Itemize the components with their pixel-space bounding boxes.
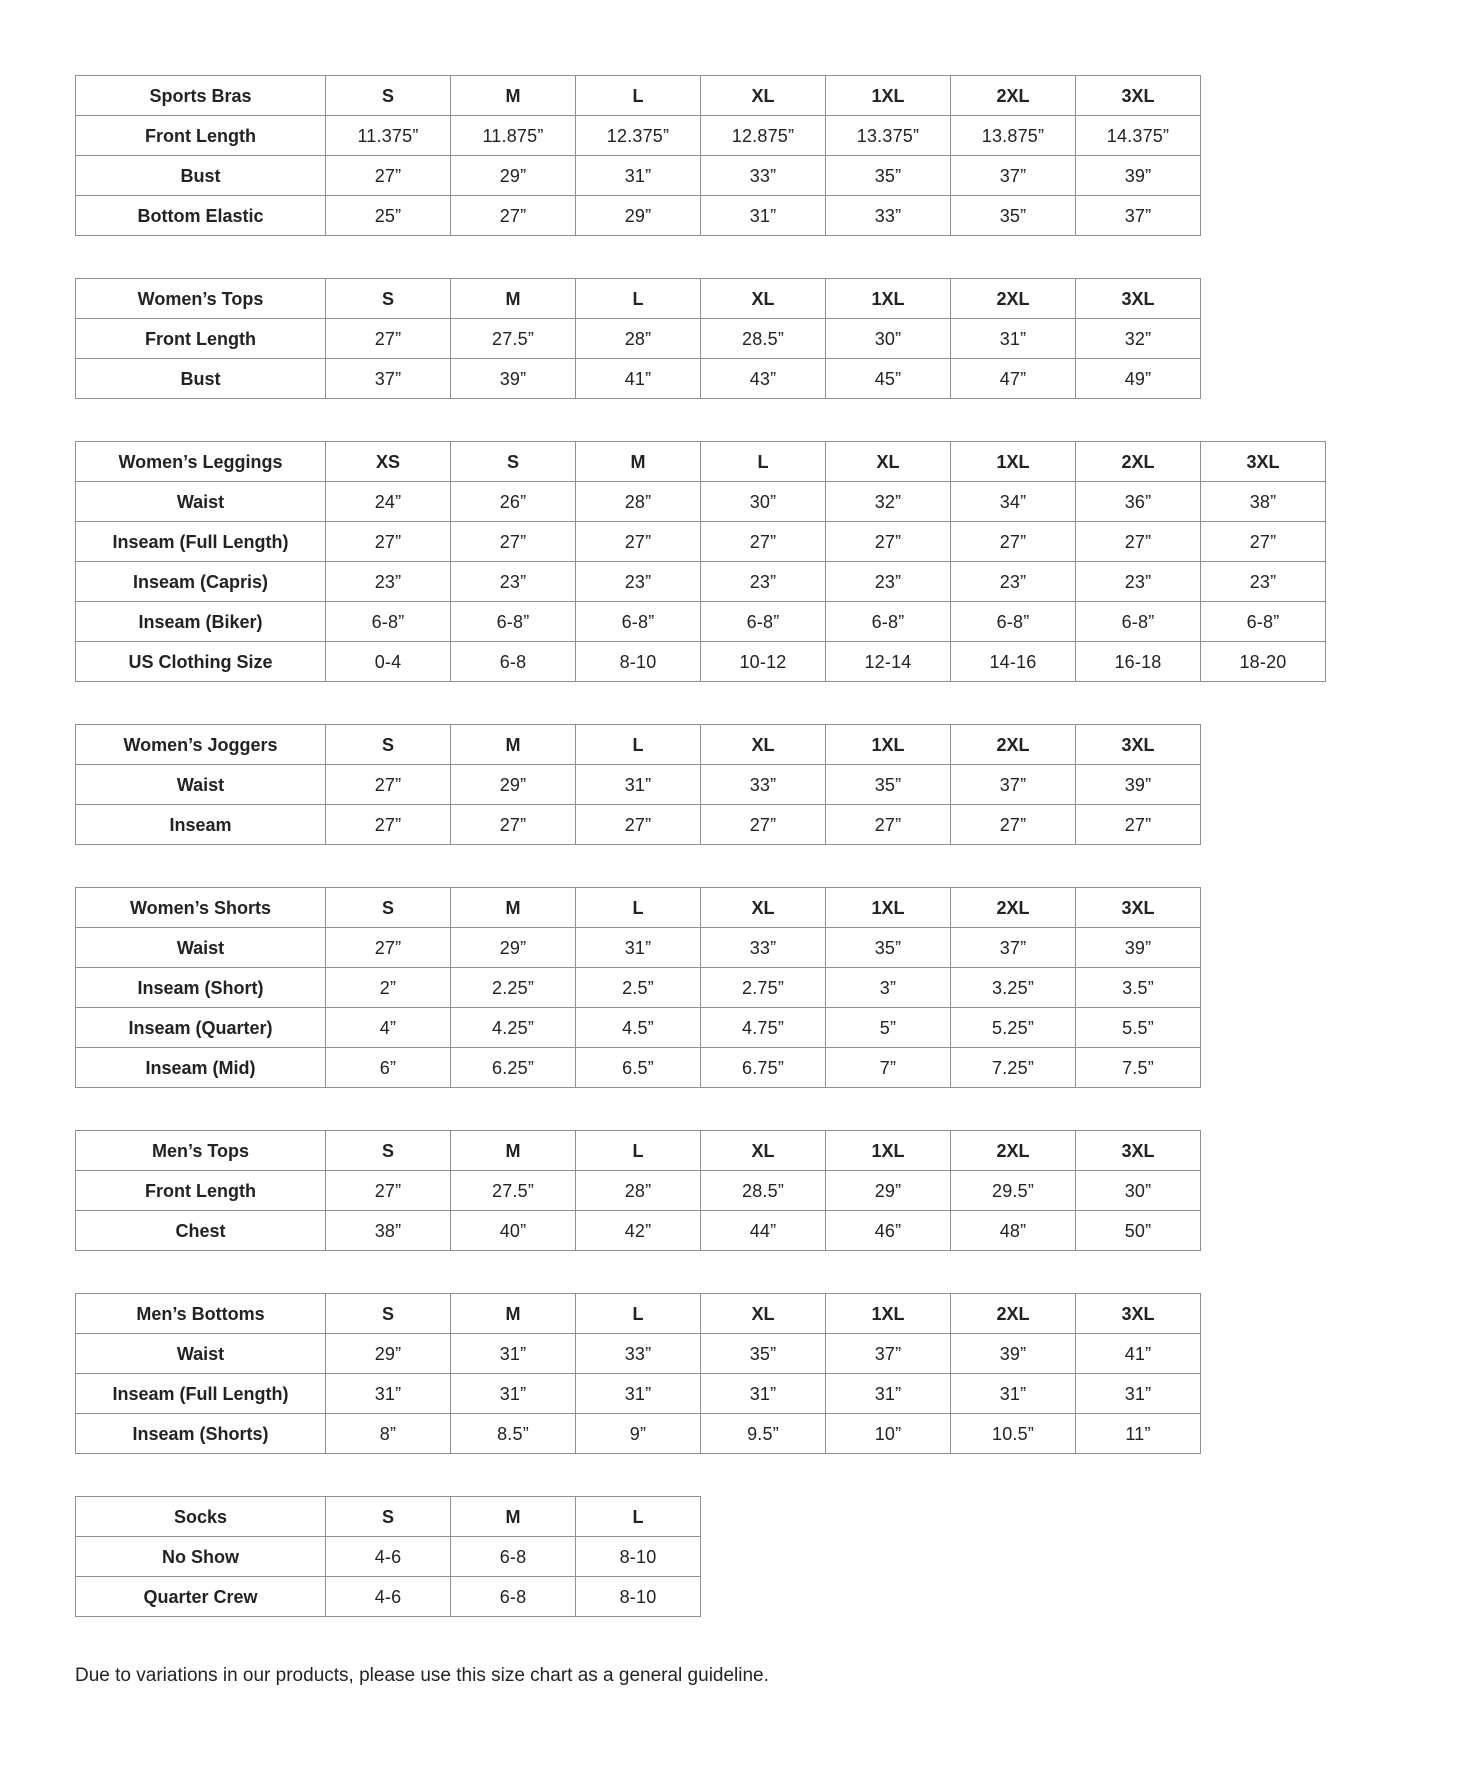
- row-label: Chest: [76, 1211, 326, 1251]
- size-column-header: M: [451, 888, 576, 928]
- size-column-header: 1XL: [826, 1131, 951, 1171]
- size-value-cell: 6-8”: [1201, 602, 1326, 642]
- size-value-cell: 6-8”: [326, 602, 451, 642]
- size-value-cell: 33”: [826, 196, 951, 236]
- size-value-cell: 25”: [326, 196, 451, 236]
- header-row: [76, 76, 1201, 116]
- size-value-cell: 23”: [326, 562, 451, 602]
- size-column-header: S: [326, 888, 451, 928]
- size-column-header: 3XL: [1076, 1131, 1201, 1171]
- row-label: Quarter Crew: [76, 1577, 326, 1617]
- size-table-womens-shorts: [75, 887, 1201, 1088]
- size-value-cell: 27”: [326, 156, 451, 196]
- header-row: [76, 725, 1201, 765]
- size-value-cell: 16-18: [1076, 642, 1201, 682]
- header-row: [76, 1131, 1201, 1171]
- size-table-mens-bottoms: [75, 1293, 1201, 1454]
- header-row: [76, 279, 1201, 319]
- size-value-cell: 41”: [1076, 1334, 1201, 1374]
- size-column-header: 1XL: [826, 725, 951, 765]
- size-value-cell: 42”: [576, 1211, 701, 1251]
- size-value-cell: 6-8”: [451, 602, 576, 642]
- table-row: [76, 642, 1326, 682]
- size-column-header: S: [451, 442, 576, 482]
- size-value-cell: 27”: [326, 928, 451, 968]
- table-row: [76, 116, 1201, 156]
- size-value-cell: 47”: [951, 359, 1076, 399]
- size-column-header: M: [451, 1131, 576, 1171]
- size-value-cell: 28”: [576, 482, 701, 522]
- size-value-cell: 38”: [1201, 482, 1326, 522]
- size-value-cell: 29”: [326, 1334, 451, 1374]
- size-value-cell: 30”: [826, 319, 951, 359]
- size-column-header: 2XL: [1076, 442, 1201, 482]
- size-value-cell: 23”: [1076, 562, 1201, 602]
- size-value-cell: 11”: [1076, 1414, 1201, 1454]
- row-label: Inseam (Quarter): [76, 1008, 326, 1048]
- table-row: [76, 968, 1201, 1008]
- row-label: Bust: [76, 359, 326, 399]
- size-value-cell: 32”: [826, 482, 951, 522]
- row-label: Front Length: [76, 1171, 326, 1211]
- table-row: [76, 522, 1326, 562]
- size-value-cell: 36”: [1076, 482, 1201, 522]
- table-title: Women’s Joggers: [76, 725, 326, 765]
- size-column-header: M: [451, 725, 576, 765]
- size-value-cell: 39”: [1076, 928, 1201, 968]
- row-label: Inseam (Capris): [76, 562, 326, 602]
- size-column-header: L: [576, 1294, 701, 1334]
- size-value-cell: 39”: [1076, 765, 1201, 805]
- size-value-cell: 6-8”: [826, 602, 951, 642]
- size-column-header: XL: [701, 888, 826, 928]
- table-row: [76, 805, 1201, 845]
- row-label: Bottom Elastic: [76, 196, 326, 236]
- size-value-cell: 31”: [1076, 1374, 1201, 1414]
- size-value-cell: 33”: [701, 156, 826, 196]
- row-label: Inseam (Full Length): [76, 1374, 326, 1414]
- size-column-header: XL: [701, 725, 826, 765]
- size-value-cell: 8-10: [576, 1537, 701, 1577]
- table-title: Men’s Tops: [76, 1131, 326, 1171]
- size-value-cell: 23”: [826, 562, 951, 602]
- size-value-cell: 8”: [326, 1414, 451, 1454]
- table-row: [76, 1577, 701, 1617]
- size-column-header: M: [451, 76, 576, 116]
- size-value-cell: 37”: [951, 928, 1076, 968]
- size-value-cell: 31”: [576, 156, 701, 196]
- size-value-cell: 48”: [951, 1211, 1076, 1251]
- size-value-cell: 6-8: [451, 642, 576, 682]
- size-value-cell: 37”: [1076, 196, 1201, 236]
- size-value-cell: 35”: [826, 928, 951, 968]
- size-value-cell: 9”: [576, 1414, 701, 1454]
- size-column-header: L: [701, 442, 826, 482]
- row-label: Waist: [76, 1334, 326, 1374]
- row-label: Front Length: [76, 319, 326, 359]
- size-value-cell: 29”: [826, 1171, 951, 1211]
- size-value-cell: 6.75”: [701, 1048, 826, 1088]
- header-row: [76, 888, 1201, 928]
- size-value-cell: 4-6: [326, 1577, 451, 1617]
- size-value-cell: 26”: [451, 482, 576, 522]
- size-value-cell: 27”: [1076, 522, 1201, 562]
- table-row: [76, 156, 1201, 196]
- size-column-header: XL: [826, 442, 951, 482]
- size-value-cell: 6-8”: [576, 602, 701, 642]
- size-table-womens-leggings: [75, 441, 1326, 682]
- row-label: Inseam: [76, 805, 326, 845]
- size-column-header: 2XL: [951, 279, 1076, 319]
- size-value-cell: 27”: [451, 805, 576, 845]
- size-value-cell: 29.5”: [951, 1171, 1076, 1211]
- row-label: Inseam (Mid): [76, 1048, 326, 1088]
- size-value-cell: 10.5”: [951, 1414, 1076, 1454]
- size-value-cell: 33”: [701, 765, 826, 805]
- size-value-cell: 18-20: [1201, 642, 1326, 682]
- size-value-cell: 30”: [1076, 1171, 1201, 1211]
- size-column-header: L: [576, 888, 701, 928]
- size-value-cell: 6-8”: [701, 602, 826, 642]
- size-value-cell: 4”: [326, 1008, 451, 1048]
- size-value-cell: 31”: [701, 1374, 826, 1414]
- table-row: [76, 928, 1201, 968]
- size-value-cell: 29”: [451, 765, 576, 805]
- size-value-cell: 33”: [701, 928, 826, 968]
- table-row: [76, 602, 1326, 642]
- size-column-header: M: [576, 442, 701, 482]
- size-value-cell: 27”: [326, 805, 451, 845]
- row-label: Inseam (Shorts): [76, 1414, 326, 1454]
- size-value-cell: 31”: [951, 1374, 1076, 1414]
- size-value-cell: 46”: [826, 1211, 951, 1251]
- size-value-cell: 2.75”: [701, 968, 826, 1008]
- size-value-cell: 7.5”: [1076, 1048, 1201, 1088]
- size-value-cell: 41”: [576, 359, 701, 399]
- size-column-header: 3XL: [1076, 1294, 1201, 1334]
- size-value-cell: 40”: [451, 1211, 576, 1251]
- size-value-cell: 2.25”: [451, 968, 576, 1008]
- size-value-cell: 4-6: [326, 1537, 451, 1577]
- size-column-header: 1XL: [826, 76, 951, 116]
- size-value-cell: 37”: [951, 156, 1076, 196]
- size-value-cell: 8-10: [576, 1577, 701, 1617]
- size-value-cell: 29”: [451, 928, 576, 968]
- row-label: Waist: [76, 928, 326, 968]
- size-value-cell: 28.5”: [701, 1171, 826, 1211]
- size-column-header: 1XL: [826, 1294, 951, 1334]
- table-title: Sports Bras: [76, 76, 326, 116]
- size-value-cell: 31”: [451, 1334, 576, 1374]
- size-value-cell: 3.5”: [1076, 968, 1201, 1008]
- size-value-cell: 6.5”: [576, 1048, 701, 1088]
- size-column-header: 2XL: [951, 1131, 1076, 1171]
- size-value-cell: 38”: [326, 1211, 451, 1251]
- size-value-cell: 28”: [576, 319, 701, 359]
- size-column-header: XL: [701, 1294, 826, 1334]
- size-value-cell: 27”: [701, 805, 826, 845]
- table-title: Socks: [76, 1497, 326, 1537]
- size-column-header: 3XL: [1076, 725, 1201, 765]
- size-column-header: 2XL: [951, 76, 1076, 116]
- size-column-header: S: [326, 1131, 451, 1171]
- size-value-cell: 11.875”: [451, 116, 576, 156]
- size-column-header: L: [576, 725, 701, 765]
- size-value-cell: 31”: [451, 1374, 576, 1414]
- size-column-header: M: [451, 1497, 576, 1537]
- size-value-cell: 27”: [951, 522, 1076, 562]
- size-value-cell: 4.25”: [451, 1008, 576, 1048]
- size-value-cell: 6”: [326, 1048, 451, 1088]
- size-value-cell: 6-8”: [1076, 602, 1201, 642]
- size-value-cell: 6-8: [451, 1537, 576, 1577]
- size-value-cell: 8.5”: [451, 1414, 576, 1454]
- table-row: [76, 1537, 701, 1577]
- size-value-cell: 0-4: [326, 642, 451, 682]
- row-label: Inseam (Full Length): [76, 522, 326, 562]
- size-value-cell: 23”: [451, 562, 576, 602]
- size-value-cell: 37”: [326, 359, 451, 399]
- size-column-header: XL: [701, 1131, 826, 1171]
- row-label: Front Length: [76, 116, 326, 156]
- size-value-cell: 23”: [1201, 562, 1326, 602]
- table-row: [76, 1211, 1201, 1251]
- size-value-cell: 5.5”: [1076, 1008, 1201, 1048]
- size-column-header: S: [326, 1497, 451, 1537]
- size-value-cell: 27”: [326, 319, 451, 359]
- row-label: No Show: [76, 1537, 326, 1577]
- size-table-sports-bras: [75, 75, 1201, 236]
- size-value-cell: 23”: [951, 562, 1076, 602]
- size-value-cell: 4.5”: [576, 1008, 701, 1048]
- table-row: [76, 196, 1201, 236]
- size-value-cell: 31”: [576, 765, 701, 805]
- size-column-header: XL: [701, 76, 826, 116]
- size-column-header: 2XL: [951, 888, 1076, 928]
- size-value-cell: 31”: [951, 319, 1076, 359]
- size-column-header: 1XL: [951, 442, 1076, 482]
- table-title: Women’s Shorts: [76, 888, 326, 928]
- size-column-header: L: [576, 1131, 701, 1171]
- size-value-cell: 2.5”: [576, 968, 701, 1008]
- size-value-cell: 28.5”: [701, 319, 826, 359]
- table-row: [76, 1171, 1201, 1211]
- size-value-cell: 7.25”: [951, 1048, 1076, 1088]
- size-value-cell: 29”: [576, 196, 701, 236]
- size-value-cell: 7”: [826, 1048, 951, 1088]
- size-column-header: L: [576, 76, 701, 116]
- size-column-header: XL: [701, 279, 826, 319]
- size-value-cell: 8-10: [576, 642, 701, 682]
- size-value-cell: 12.375”: [576, 116, 701, 156]
- size-value-cell: 23”: [701, 562, 826, 602]
- size-column-header: M: [451, 279, 576, 319]
- size-value-cell: 37”: [826, 1334, 951, 1374]
- size-value-cell: 27”: [1201, 522, 1326, 562]
- table-row: [76, 1048, 1201, 1088]
- size-value-cell: 5.25”: [951, 1008, 1076, 1048]
- size-value-cell: 13.875”: [951, 116, 1076, 156]
- size-value-cell: 31”: [701, 196, 826, 236]
- size-value-cell: 27”: [451, 196, 576, 236]
- table-row: [76, 765, 1201, 805]
- size-column-header: S: [326, 76, 451, 116]
- row-label: Inseam (Biker): [76, 602, 326, 642]
- size-column-header: S: [326, 279, 451, 319]
- size-value-cell: 35”: [701, 1334, 826, 1374]
- table-row: [76, 1374, 1201, 1414]
- row-label: Waist: [76, 765, 326, 805]
- size-value-cell: 30”: [701, 482, 826, 522]
- size-value-cell: 27”: [951, 805, 1076, 845]
- size-column-header: S: [326, 725, 451, 765]
- size-value-cell: 11.375”: [326, 116, 451, 156]
- size-value-cell: 6.25”: [451, 1048, 576, 1088]
- size-value-cell: 27”: [326, 522, 451, 562]
- size-column-header: 3XL: [1201, 442, 1326, 482]
- table-row: [76, 359, 1201, 399]
- table-row: [76, 1008, 1201, 1048]
- table-title: Women’s Leggings: [76, 442, 326, 482]
- size-value-cell: 44”: [701, 1211, 826, 1251]
- size-value-cell: 35”: [951, 196, 1076, 236]
- size-value-cell: 27.5”: [451, 1171, 576, 1211]
- row-label: Inseam (Short): [76, 968, 326, 1008]
- row-label: US Clothing Size: [76, 642, 326, 682]
- size-table-mens-tops: [75, 1130, 1201, 1251]
- size-value-cell: 37”: [951, 765, 1076, 805]
- size-value-cell: 12.875”: [701, 116, 826, 156]
- size-value-cell: 27”: [326, 1171, 451, 1211]
- size-value-cell: 27”: [451, 522, 576, 562]
- header-row: [76, 442, 1326, 482]
- size-value-cell: 31”: [576, 928, 701, 968]
- size-value-cell: 27”: [1076, 805, 1201, 845]
- header-row: [76, 1294, 1201, 1334]
- table-row: [76, 1334, 1201, 1374]
- size-value-cell: 39”: [1076, 156, 1201, 196]
- table-title: Men’s Bottoms: [76, 1294, 326, 1334]
- size-value-cell: 12-14: [826, 642, 951, 682]
- size-value-cell: 31”: [326, 1374, 451, 1414]
- size-value-cell: 28”: [576, 1171, 701, 1211]
- size-value-cell: 45”: [826, 359, 951, 399]
- size-value-cell: 29”: [451, 156, 576, 196]
- size-value-cell: 49”: [1076, 359, 1201, 399]
- row-label: Bust: [76, 156, 326, 196]
- size-value-cell: 27”: [826, 805, 951, 845]
- size-value-cell: 27”: [576, 805, 701, 845]
- size-value-cell: 33”: [576, 1334, 701, 1374]
- size-value-cell: 23”: [576, 562, 701, 602]
- size-column-header: 3XL: [1076, 76, 1201, 116]
- size-column-header: L: [576, 279, 701, 319]
- size-value-cell: 43”: [701, 359, 826, 399]
- size-value-cell: 27”: [826, 522, 951, 562]
- size-value-cell: 2”: [326, 968, 451, 1008]
- size-value-cell: 27”: [576, 522, 701, 562]
- tables-container: [75, 75, 1458, 1617]
- size-value-cell: 27”: [701, 522, 826, 562]
- size-value-cell: 27”: [326, 765, 451, 805]
- size-value-cell: 31”: [576, 1374, 701, 1414]
- disclaimer-text: Due to variations in our products, please use this size chart as a general guideline.: [75, 1665, 769, 1686]
- size-value-cell: 3.25”: [951, 968, 1076, 1008]
- size-value-cell: 10”: [826, 1414, 951, 1454]
- size-value-cell: 5”: [826, 1008, 951, 1048]
- size-value-cell: 6-8”: [951, 602, 1076, 642]
- row-label: Waist: [76, 482, 326, 522]
- table-row: [76, 319, 1201, 359]
- size-column-header: M: [451, 1294, 576, 1334]
- size-value-cell: 24”: [326, 482, 451, 522]
- size-value-cell: 3”: [826, 968, 951, 1008]
- header-row: [76, 1497, 701, 1537]
- size-column-header: 2XL: [951, 1294, 1076, 1334]
- size-value-cell: 4.75”: [701, 1008, 826, 1048]
- size-value-cell: 35”: [826, 765, 951, 805]
- size-value-cell: 39”: [951, 1334, 1076, 1374]
- size-value-cell: 31”: [826, 1374, 951, 1414]
- table-row: [76, 482, 1326, 522]
- size-value-cell: 14-16: [951, 642, 1076, 682]
- size-value-cell: 32”: [1076, 319, 1201, 359]
- size-value-cell: 50”: [1076, 1211, 1201, 1251]
- size-value-cell: 35”: [826, 156, 951, 196]
- size-value-cell: 39”: [451, 359, 576, 399]
- size-column-header: S: [326, 1294, 451, 1334]
- size-table-socks: [75, 1496, 701, 1617]
- size-column-header: 1XL: [826, 279, 951, 319]
- table-title: Women’s Tops: [76, 279, 326, 319]
- size-value-cell: 10-12: [701, 642, 826, 682]
- size-column-header: 2XL: [951, 725, 1076, 765]
- size-value-cell: 13.375”: [826, 116, 951, 156]
- size-value-cell: 6-8: [451, 1577, 576, 1617]
- size-table-womens-joggers: [75, 724, 1201, 845]
- table-row: [76, 562, 1326, 602]
- size-column-header: 3XL: [1076, 888, 1201, 928]
- size-value-cell: 27.5”: [451, 319, 576, 359]
- size-column-header: 3XL: [1076, 279, 1201, 319]
- size-value-cell: 34”: [951, 482, 1076, 522]
- size-value-cell: 14.375”: [1076, 116, 1201, 156]
- size-table-womens-tops: [75, 278, 1201, 399]
- size-column-header: XS: [326, 442, 451, 482]
- size-value-cell: 9.5”: [701, 1414, 826, 1454]
- table-row: [76, 1414, 1201, 1454]
- size-column-header: 1XL: [826, 888, 951, 928]
- size-column-header: L: [576, 1497, 701, 1537]
